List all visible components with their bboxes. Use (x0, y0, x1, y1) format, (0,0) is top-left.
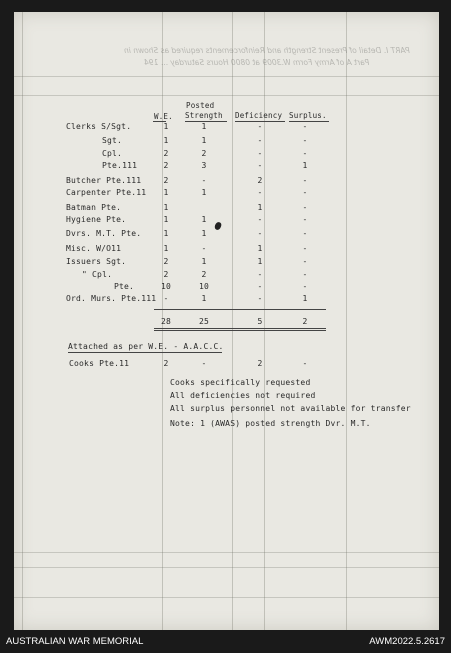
attached-heading-underline (68, 352, 222, 353)
note-line: Note: 1 (AWAS) posted strength Dvr. M.T. (170, 419, 371, 428)
cell-we: - (163, 294, 169, 303)
totals-rule-bottom (154, 328, 326, 329)
column-divider (346, 12, 347, 630)
cell-deficiency: 1 (257, 203, 263, 212)
header-we: W.E. (154, 112, 173, 121)
row-label: Ord. Murs. Pte.111 (66, 294, 157, 303)
attached-label: Cooks Pte.11 (69, 359, 130, 368)
form-rule (14, 567, 439, 568)
cell-we: 1 (163, 203, 169, 212)
cell-we: 10 (160, 282, 172, 291)
cell-we: 2 (163, 270, 169, 279)
cell-posted: - (201, 244, 207, 253)
show-through-header-line-2: Part A of Army Form W.3009 at 0800 Hours Saturday ... 194 (144, 58, 370, 67)
row-label: Pte.111 (102, 161, 138, 170)
form-rule (14, 552, 439, 553)
cell-posted: 2 (201, 149, 207, 158)
row-label: " Cpl. (82, 270, 113, 279)
cell-deficiency: - (257, 215, 263, 224)
cell-posted: 1 (201, 188, 207, 197)
attached-deficiency: 2 (257, 359, 263, 368)
header-strength: Strength (185, 111, 223, 120)
cell-we: 1 (163, 244, 169, 253)
cell-surplus: - (302, 282, 308, 291)
cell-posted: - (201, 176, 207, 185)
form-rule (14, 76, 439, 77)
row-label: Cpl. (102, 149, 123, 158)
cell-we: 1 (163, 188, 169, 197)
row-label: Issuers Sgt. (66, 257, 127, 266)
cell-we: 1 (163, 215, 169, 224)
attached-surplus: - (302, 359, 308, 368)
attached-posted: - (201, 359, 207, 368)
row-label: Clerks S/Sgt. (66, 122, 132, 131)
cell-deficiency: 2 (257, 176, 263, 185)
cell-surplus: - (302, 176, 308, 185)
cell-we: 2 (163, 149, 169, 158)
cell-surplus: - (302, 136, 308, 145)
row-label: Hygiene Pte. (66, 215, 127, 224)
header-posted: Posted (186, 101, 215, 110)
cell-we: 2 (163, 161, 169, 170)
total-surplus: 2 (302, 317, 308, 326)
show-through-header-line-1: PART I. Detail of Present Strength and Reinforcements required as Shown in (124, 46, 410, 55)
form-rule (14, 597, 439, 598)
column-divider (232, 12, 233, 630)
cell-posted: 10 (198, 282, 210, 291)
cell-deficiency: - (257, 270, 263, 279)
cell-deficiency: - (257, 294, 263, 303)
row-label: Pte. (114, 282, 135, 291)
cell-posted: 1 (201, 136, 207, 145)
cell-surplus: - (302, 257, 308, 266)
cell-deficiency: 1 (257, 257, 263, 266)
cell-we: 2 (163, 257, 169, 266)
cell-deficiency: - (257, 188, 263, 197)
total-deficiency: 5 (257, 317, 263, 326)
cell-we: 1 (163, 229, 169, 238)
cell-surplus: - (302, 122, 308, 131)
cell-deficiency: - (257, 149, 263, 158)
totals-rule-bottom (154, 330, 326, 331)
cell-deficiency: - (257, 136, 263, 145)
cell-surplus: 1 (302, 161, 308, 170)
footer-accession-number: AWM2022.5.2617 (369, 636, 445, 647)
cell-surplus: - (302, 229, 308, 238)
totals-rule-top (154, 309, 326, 310)
attached-we: 2 (163, 359, 169, 368)
margin-line (22, 12, 23, 630)
cell-we: 1 (163, 122, 169, 131)
cell-surplus: - (302, 270, 308, 279)
footer-institution: AUSTRALIAN WAR MEMORIAL (6, 636, 144, 647)
cell-posted: 1 (201, 294, 207, 303)
cell-posted: 1 (201, 215, 207, 224)
cell-posted: 3 (201, 161, 207, 170)
row-label: Misc. W/O11 (66, 244, 122, 253)
document-page (14, 12, 439, 630)
cell-surplus: - (302, 215, 308, 224)
form-rule (14, 95, 439, 96)
header-deficiency: Deficiency (235, 111, 283, 120)
cell-we: 2 (163, 176, 169, 185)
row-label: Dvrs. M.T. Pte. (66, 229, 142, 238)
cell-surplus: - (302, 149, 308, 158)
row-label: Batman Pte. (66, 203, 122, 212)
cell-posted: 1 (201, 229, 207, 238)
row-label: Carpenter Pte.11 (66, 188, 147, 197)
cell-posted: 2 (201, 270, 207, 279)
cell-surplus: - (302, 188, 308, 197)
note-line: All deficiencies not required (170, 391, 316, 400)
note-line: All surplus personnel not available for transfer (170, 404, 411, 413)
header-surplus: Surplus. (289, 111, 327, 120)
row-label: Butcher Pte.111 (66, 176, 142, 185)
cell-we: 1 (163, 136, 169, 145)
ink-blot (214, 221, 222, 231)
total-posted: 25 (198, 317, 210, 326)
cell-deficiency: - (257, 161, 263, 170)
cell-deficiency: - (257, 282, 263, 291)
cell-surplus: - (302, 244, 308, 253)
cell-posted: 1 (201, 257, 207, 266)
row-label: Sgt. (102, 136, 123, 145)
cell-deficiency: 1 (257, 244, 263, 253)
note-line: Cooks specifically requested (170, 378, 311, 387)
cell-surplus: - (302, 203, 308, 212)
attached-heading: Attached as per W.E. - A.A.C.C. (68, 342, 224, 351)
total-we: 28 (160, 317, 172, 326)
archive-footer (0, 630, 451, 653)
cell-posted: 1 (201, 122, 207, 131)
cell-deficiency: - (257, 122, 263, 131)
cell-surplus: 1 (302, 294, 308, 303)
cell-deficiency: - (257, 229, 263, 238)
